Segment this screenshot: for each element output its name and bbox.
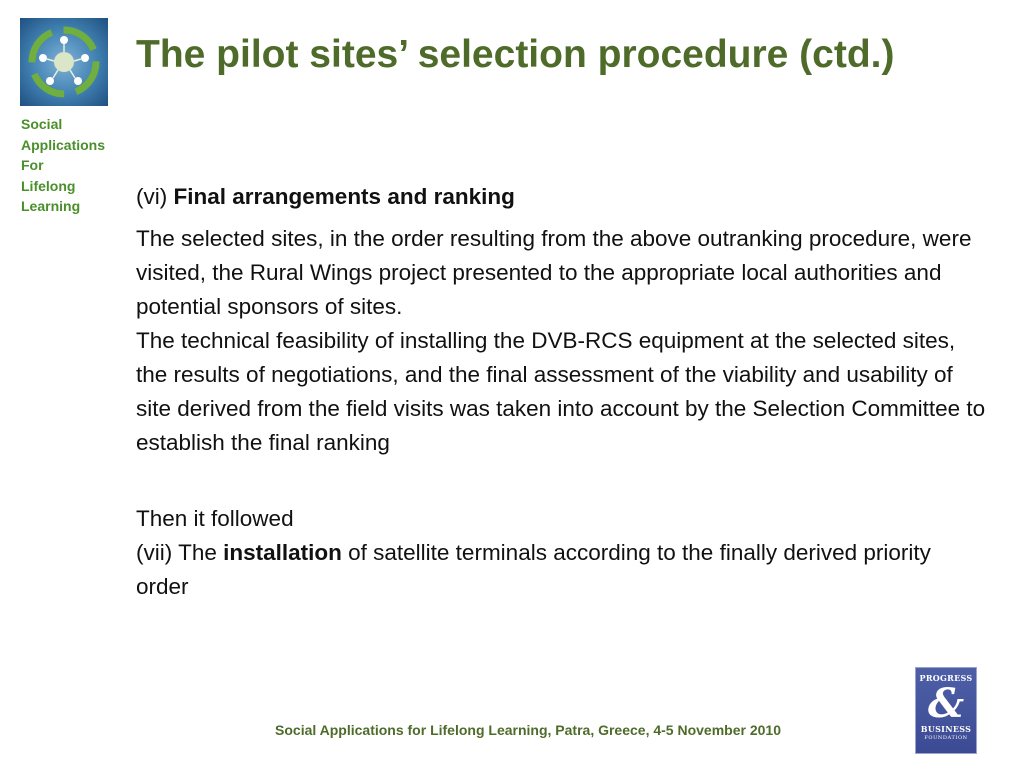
side-label-line: Lifelong xyxy=(21,177,76,194)
step-bold: installation xyxy=(223,540,342,565)
slide-footer: Social Applications for Lifelong Learning, Patra, Greece, 4-5 November 2010 xyxy=(275,722,781,738)
slide-title: The pilot sites’ selection procedure (ctd.) xyxy=(136,33,895,76)
section-prefix: (vi) xyxy=(136,184,174,209)
then-followed-text: Then it followed xyxy=(136,506,294,531)
paragraph-site-visits: The selected sites, in the order resulting from the above outranking procedure, were visited, the Rural Wings project presented to the appropriate local authorities and potential sponsors of sites. xyxy=(136,226,972,319)
logo-text-bottom: FOUNDATION xyxy=(924,735,968,741)
ampersand-icon: & xyxy=(927,680,965,727)
side-label-line: For xyxy=(21,157,44,173)
step-prefix: (vii) The xyxy=(136,540,224,565)
step-installation xyxy=(136,536,986,604)
logo-text-middle: BUSINESS xyxy=(920,724,972,734)
logo-text-top: PROGRESS xyxy=(919,673,973,683)
side-label xyxy=(21,114,117,217)
section-title: Final arrangements and ranking xyxy=(173,184,515,209)
step-rest: of satellite terminals according to the finally derived priority order xyxy=(136,540,931,599)
spacer xyxy=(136,460,986,502)
paragraph-final-ranking: The technical feasibility of installing the DVB-RCS equipment at the selected sites, the results of negotiations, and the final assessment of the viability and usability of site derived from the field visits was taken into account by the Selection Committee to establish the final ranking xyxy=(136,328,986,455)
salll-logo-icon xyxy=(20,18,108,106)
side-label-line: Social xyxy=(21,116,63,132)
side-label-line: Learning xyxy=(21,198,81,214)
progress-business-foundation-logo xyxy=(915,667,977,754)
side-label-line: Applications xyxy=(21,136,106,153)
section-heading xyxy=(136,180,986,214)
slide-body xyxy=(136,180,986,604)
